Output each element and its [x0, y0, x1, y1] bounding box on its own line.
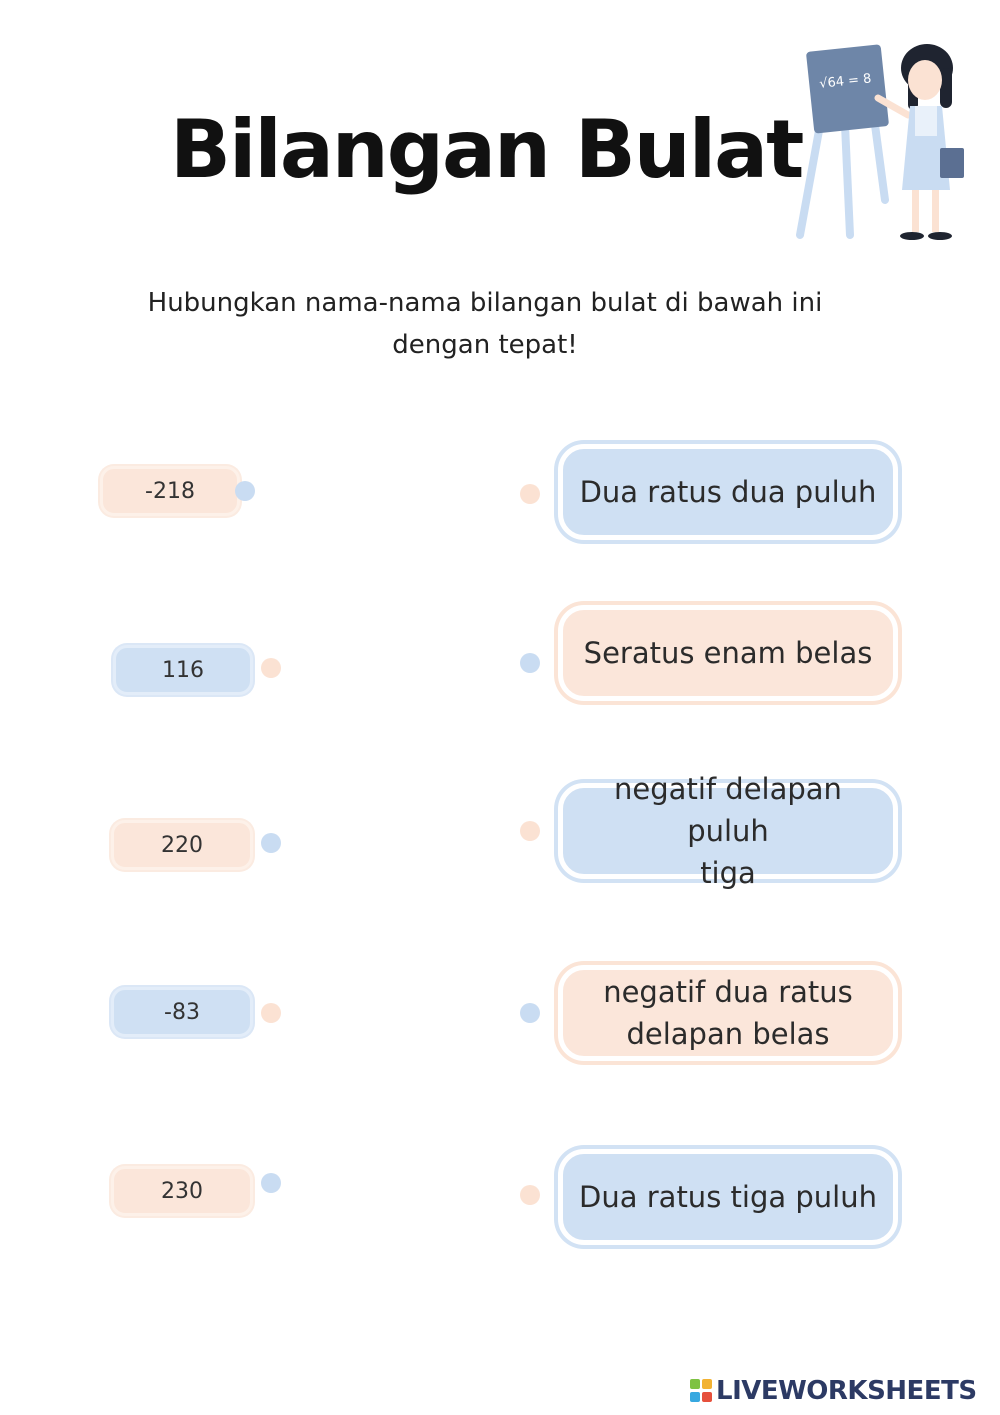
number-pill-4[interactable]: -83 [111, 987, 253, 1037]
name-pill-2[interactable] [558, 605, 898, 701]
name-pill-4-line-1: negatif dua ratus [603, 975, 853, 1009]
instruction-line-1: Hubungkan nama-nama bilangan bulat di bawah ini [147, 288, 823, 318]
match-dot-right-2[interactable] [520, 653, 540, 673]
match-dot-right-1[interactable] [520, 484, 540, 504]
page-title: Bilangan Bulat [170, 103, 803, 196]
name-pill-1-line-1: Dua ratus dua puluh [579, 475, 877, 509]
match-dot-left-1[interactable] [235, 481, 255, 501]
number-pill-3[interactable]: 220 [111, 820, 253, 870]
instruction-line-2: dengan tepat! [392, 330, 578, 360]
name-pill-4-line-2: delapan belas [626, 1017, 830, 1051]
number-pill-1[interactable]: -218 [100, 466, 240, 516]
number-pill-2[interactable]: 116 [113, 645, 253, 695]
match-dot-left-3[interactable] [261, 833, 281, 853]
name-pill-1[interactable] [558, 444, 898, 540]
name-pill-5[interactable] [558, 1149, 898, 1245]
match-dot-right-4[interactable] [520, 1003, 540, 1023]
board-text: √64 = 8 [818, 71, 873, 92]
match-dot-right-3[interactable] [520, 821, 540, 841]
name-pill-3-line-1: negatif delapan puluh [614, 772, 842, 848]
match-dot-left-2[interactable] [261, 658, 281, 678]
teacher-at-chalkboard-icon [790, 40, 975, 245]
number-pill-5[interactable]: 230 [111, 1166, 253, 1216]
name-pill-3[interactable] [558, 772, 898, 890]
brand-name: LIVEWORKSHEETS [716, 1376, 977, 1406]
liveworksheets-logo-icon [690, 1379, 712, 1403]
match-dot-left-4[interactable] [261, 1003, 281, 1023]
instruction-text [90, 282, 880, 366]
footer-brand [690, 1374, 977, 1408]
name-pill-5-line-1: Dua ratus tiga puluh [579, 1180, 877, 1214]
name-pill-2-line-1: Seratus enam belas [583, 636, 873, 670]
name-pill-3-line-2: tiga [700, 856, 756, 890]
name-pill-4[interactable] [558, 965, 898, 1061]
match-dot-right-5[interactable] [520, 1185, 540, 1205]
match-dot-left-5[interactable] [261, 1173, 281, 1193]
